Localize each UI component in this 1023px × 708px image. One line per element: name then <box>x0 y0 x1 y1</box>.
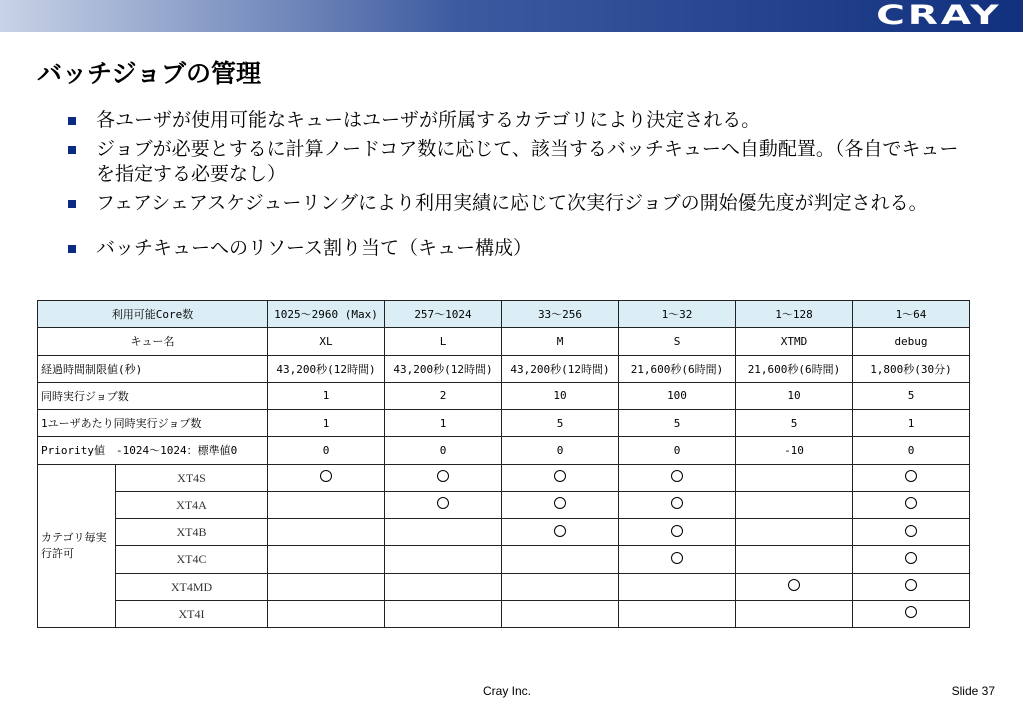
bullet-square-icon <box>68 200 76 208</box>
permission-cell <box>853 573 970 600</box>
table-cell: 1,800秒(30分) <box>853 355 970 382</box>
category-row <box>38 491 970 518</box>
permission-cell <box>502 546 619 573</box>
table-row-cores <box>38 301 970 328</box>
table-cell: M <box>502 328 619 355</box>
permission-cell <box>385 573 502 600</box>
permission-cell <box>853 600 970 627</box>
footer-slide-number: Slide 37 <box>951 684 995 698</box>
row-label-jobs-per-user: 1ユーザあたり同時実行ジョブ数 <box>38 410 268 437</box>
bullet-text: フェアシェアスケジューリングにより利用実績に応じて次実行ジョブの開始優先度が判定される。 <box>96 192 928 214</box>
permission-cell <box>268 546 385 573</box>
permission-cell <box>619 600 736 627</box>
allowed-circle-icon <box>905 525 917 537</box>
allowed-circle-icon <box>671 497 683 509</box>
permission-cell <box>502 464 619 491</box>
permission-cell <box>619 464 736 491</box>
table-cell: XL <box>268 328 385 355</box>
table-cell: 1〜128 <box>736 301 853 328</box>
category-name: XT4B <box>116 519 268 546</box>
category-label: カテゴリ毎実行許可 <box>38 464 116 628</box>
category-name: XT4S <box>116 464 268 491</box>
table-cell: 5 <box>619 410 736 437</box>
bullet-text: ジョブが必要とするに計算ノードコア数に応じて、該当するバッチキューへ自動配置。（各自でキューを指定する必要なし） <box>96 138 959 185</box>
allowed-circle-icon <box>905 552 917 564</box>
table-row-time-limit <box>38 355 970 382</box>
table-cell: L <box>385 328 502 355</box>
permission-cell <box>736 600 853 627</box>
table-cell: 0 <box>853 437 970 464</box>
table-cell: 43,200秒(12時間) <box>502 355 619 382</box>
table-cell: 1 <box>268 410 385 437</box>
slide-title: バッチジョブの管理 <box>37 59 262 88</box>
bullet-item <box>68 191 968 216</box>
table-cell: 33〜256 <box>502 301 619 328</box>
table-cell: 1〜32 <box>619 301 736 328</box>
table-cell: 257〜1024 <box>385 301 502 328</box>
bullet-text: 各ユーザが使用可能なキューはユーザが所属するカテゴリにより決定される。 <box>96 109 761 131</box>
permission-cell <box>385 464 502 491</box>
permission-cell <box>502 491 619 518</box>
table-cell: 21,600秒(6時間) <box>619 355 736 382</box>
permission-cell <box>385 600 502 627</box>
queue-config-table <box>37 300 970 628</box>
table-cell: 100 <box>619 382 736 409</box>
bullet-text: バッチキューへのリソース割り当て（キュー構成） <box>96 237 533 259</box>
allowed-circle-icon <box>437 497 449 509</box>
category-name: XT4A <box>116 491 268 518</box>
permission-cell <box>619 546 736 573</box>
table-cell: 0 <box>385 437 502 464</box>
allowed-circle-icon <box>905 606 917 618</box>
table-cell: 1025〜2960 (Max) <box>268 301 385 328</box>
permission-cell <box>853 464 970 491</box>
permission-cell <box>619 519 736 546</box>
table-cell: 5 <box>502 410 619 437</box>
table-cell: 1 <box>268 382 385 409</box>
permission-cell <box>502 573 619 600</box>
footer-company: Cray Inc. <box>483 684 532 698</box>
allowed-circle-icon <box>905 579 917 591</box>
bullet-square-icon <box>68 117 76 125</box>
bullet-item <box>68 236 968 261</box>
table-cell: 21,600秒(6時間) <box>736 355 853 382</box>
category-name: XT4MD <box>116 573 268 600</box>
permission-cell <box>736 546 853 573</box>
category-row <box>38 464 970 491</box>
cray-logo: CRAY <box>875 0 1001 31</box>
table-cell: 1〜64 <box>853 301 970 328</box>
permission-cell <box>268 464 385 491</box>
allowed-circle-icon <box>905 497 917 509</box>
permission-cell <box>853 519 970 546</box>
permission-cell <box>268 491 385 518</box>
table-cell: 1 <box>853 410 970 437</box>
allowed-circle-icon <box>554 497 566 509</box>
permission-cell <box>853 546 970 573</box>
allowed-circle-icon <box>671 470 683 482</box>
table-cell: 0 <box>619 437 736 464</box>
permission-cell <box>736 464 853 491</box>
category-row <box>38 600 970 627</box>
category-name: XT4C <box>116 546 268 573</box>
table-cell: 5 <box>853 382 970 409</box>
row-label-queue-name: キュー名 <box>38 328 268 355</box>
row-label-priority: Priority値 -1024〜1024：標準値0 <box>38 437 268 464</box>
table-cell: 2 <box>385 382 502 409</box>
allowed-circle-icon <box>437 470 449 482</box>
header-bar <box>0 0 1023 32</box>
table-row-priority <box>38 437 970 464</box>
permission-cell <box>268 573 385 600</box>
allowed-circle-icon <box>671 552 683 564</box>
header-cell-cores: 利用可能Core数 <box>38 301 268 328</box>
bullet-item <box>68 137 968 187</box>
allowed-circle-icon <box>554 470 566 482</box>
table-cell: 0 <box>502 437 619 464</box>
category-name: XT4I <box>116 600 268 627</box>
bullet-square-icon <box>68 245 76 253</box>
table-cell: 0 <box>268 437 385 464</box>
permission-cell <box>736 491 853 518</box>
permission-cell <box>385 546 502 573</box>
table-cell: S <box>619 328 736 355</box>
row-label-time-limit: 経過時間制限値(秒) <box>38 355 268 382</box>
table-cell: 43,200秒(12時間) <box>385 355 502 382</box>
permission-cell <box>502 519 619 546</box>
table-row-concurrent-jobs <box>38 382 970 409</box>
table-cell: 10 <box>736 382 853 409</box>
permission-cell <box>268 600 385 627</box>
allowed-circle-icon <box>320 470 332 482</box>
table-row-queue-name <box>38 328 970 355</box>
permission-cell <box>385 491 502 518</box>
table-cell: debug <box>853 328 970 355</box>
table-cell: 5 <box>736 410 853 437</box>
permission-cell <box>385 519 502 546</box>
category-rows <box>38 464 970 628</box>
bullet-item <box>68 108 968 133</box>
permission-cell <box>502 600 619 627</box>
bullet-square-icon <box>68 146 76 154</box>
permission-cell <box>268 519 385 546</box>
row-label-concurrent-jobs: 同時実行ジョブ数 <box>38 382 268 409</box>
category-row <box>38 519 970 546</box>
permission-cell <box>619 491 736 518</box>
table-cell: XTMD <box>736 328 853 355</box>
table-cell: 1 <box>385 410 502 437</box>
permission-cell <box>736 519 853 546</box>
table-cell: 43,200秒(12時間) <box>268 355 385 382</box>
bullet-list <box>68 108 968 265</box>
allowed-circle-icon <box>554 525 566 537</box>
allowed-circle-icon <box>788 579 800 591</box>
category-row <box>38 546 970 573</box>
allowed-circle-icon <box>905 470 917 482</box>
table-cell: -10 <box>736 437 853 464</box>
permission-cell <box>619 573 736 600</box>
category-row <box>38 573 970 600</box>
permission-cell <box>853 491 970 518</box>
table-cell: 10 <box>502 382 619 409</box>
table-row-jobs-per-user <box>38 410 970 437</box>
allowed-circle-icon <box>671 525 683 537</box>
permission-cell <box>736 573 853 600</box>
